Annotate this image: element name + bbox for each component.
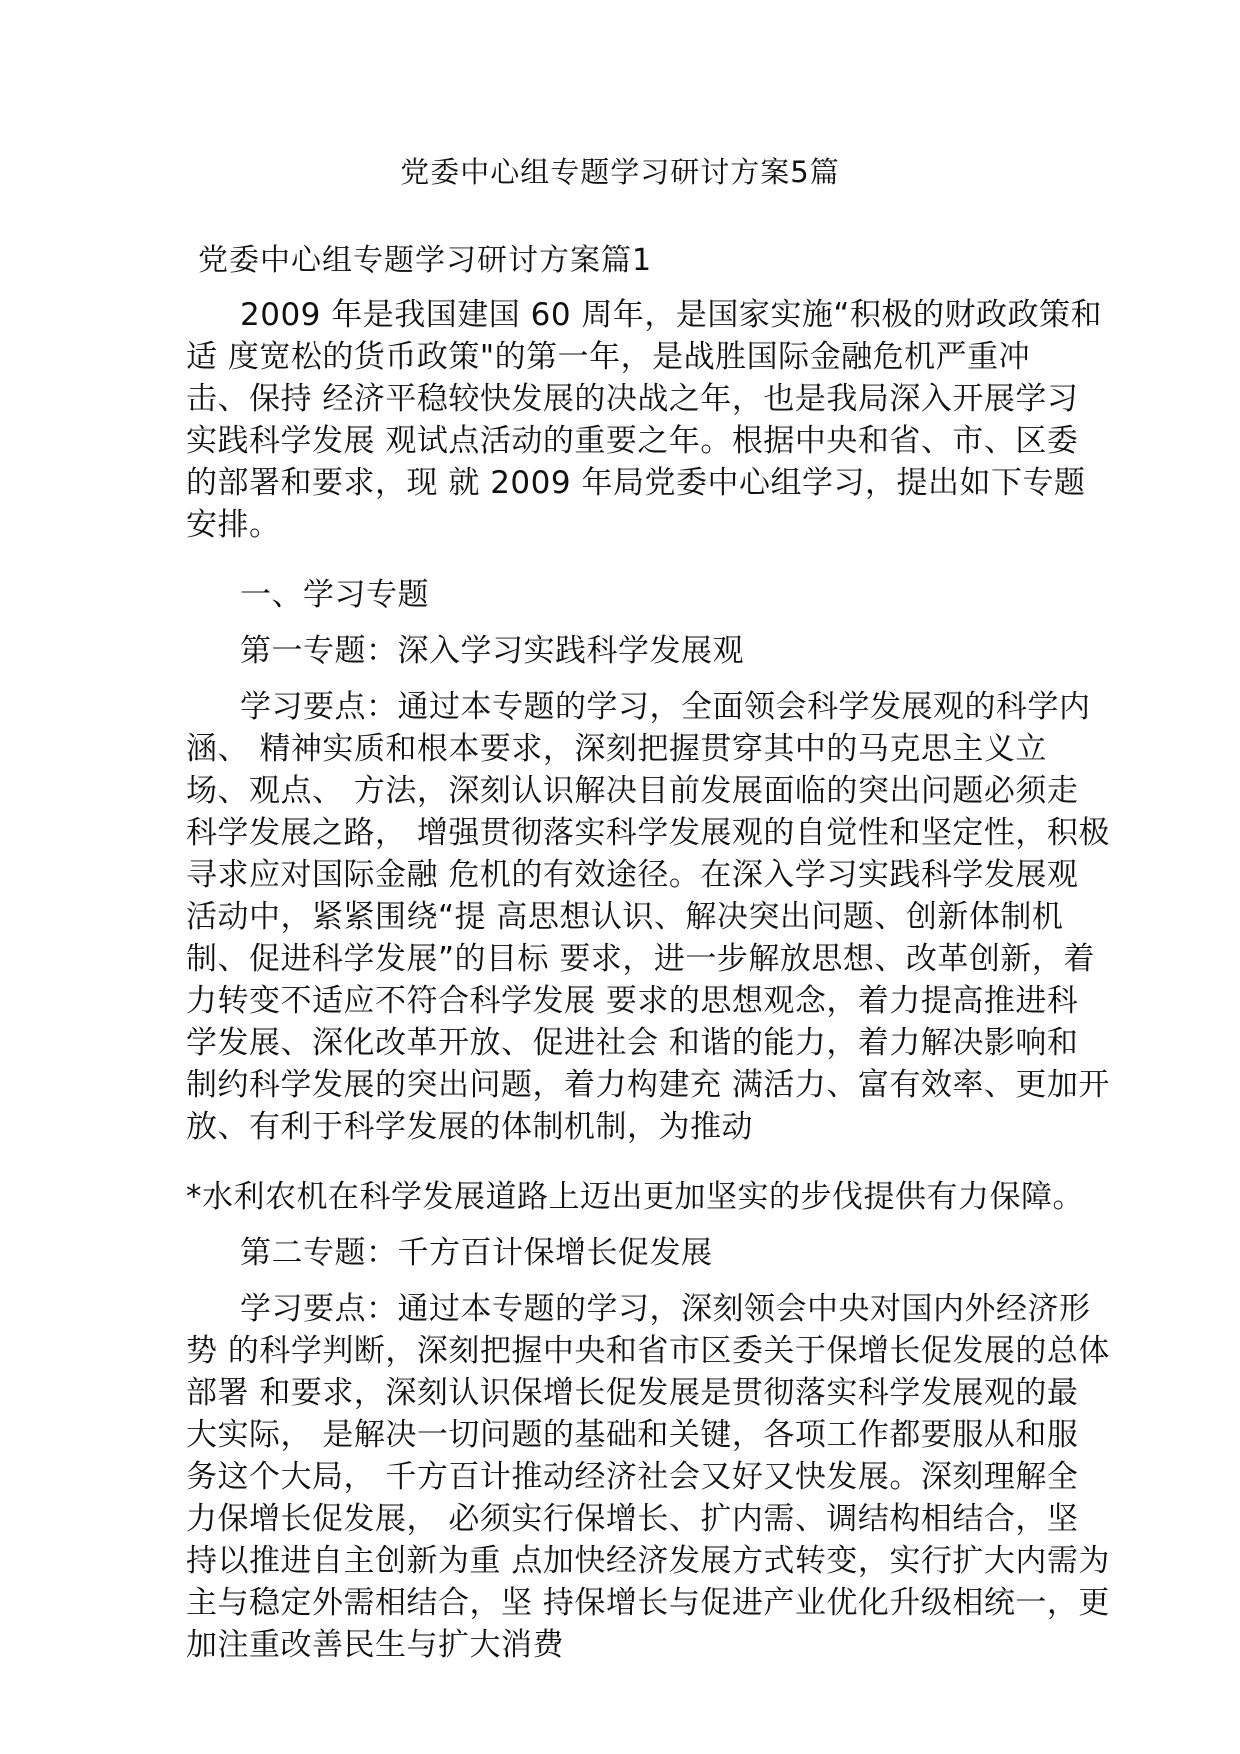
paragraph-line: 学习要点：通过本专题的学习，全面领会科学发展观的科学内 (240, 689, 1091, 725)
paragraph-line: 主与稳定外需相结合，坚 持保增长与促进产业优化升级相统一，更 (186, 1585, 1110, 1621)
paragraph-line: 持以推进自主创新为重 点加快经济发展方式转变，实行扩大内需为 (186, 1543, 1110, 1579)
subheading-study-topics: 一、学习专题 (240, 577, 429, 613)
paragraph-line: 场、观点、 方法，深刻认识解决目前发展面临的突出问题必须走 (186, 773, 1079, 809)
paragraph-line: 力转变不适应不符合科学发展 要求的思想观念，着力提高推进科 (186, 983, 1079, 1019)
paragraph-line: 务这个大局， 千方百计推动经济社会又好又快发展。深刻理解全 (186, 1459, 1079, 1495)
paragraph-line: 部署 和要求，深刻认识保增长促发展是贯彻落实科学发展观的最 (186, 1375, 1079, 1411)
paragraph-line: 涵、 精神实质和根本要求，深刻把握贯穿其中的马克思主义立 (186, 731, 1047, 767)
paragraph-line: 寻求应对国际金融 危机的有效途径。在深入学习实践科学发展观 (186, 857, 1079, 893)
paragraph-line: 学习要点：通过本专题的学习，深刻领会中央对国内外经济形 (240, 1291, 1091, 1327)
paragraph-line: 适 度宽松的货币政策"的第一年，是战胜国际金融危机严重冲 (186, 339, 1031, 375)
paragraph-line: 活动中，紧紧围绕“提 高思想认识、解决突出问题、创新体制机 (186, 899, 1064, 935)
paragraph-line: 学发展、深化改革开放、促进社会 和谐的能力，着力解决影响和 (186, 1025, 1079, 1061)
paragraph-line: 实践科学发展 观试点活动的重要之年。根据中央和省、市、区委 (186, 423, 1079, 459)
paragraph-line: 击、保持 经济平稳较快发展的决战之年，也是我局深入开展学习 (186, 381, 1079, 417)
paragraph-line: 加注重改善民生与扩大消费 (186, 1627, 564, 1663)
paragraph-line: 制约科学发展的突出问题，着力构建充 满活力、富有效率、更加开 (186, 1067, 1110, 1103)
topic-heading-1: 第一专题：深入学习实践科学发展观 (240, 633, 744, 669)
paragraph-line: 放、有利于科学发展的体制机制，为推动 (186, 1109, 753, 1145)
paragraph-line: 2009 年是我国建国 60 周年，是国家实施“积极的财政政策和 (240, 297, 1102, 333)
document-title: 党委中心组专题学习研讨方案5篇 (400, 155, 840, 189)
paragraph-line: 力保增长促发展， 必须实行保增长、扩内需、调结构相结合，坚 (186, 1501, 1079, 1537)
section-heading: 党委中心组专题学习研讨方案篇1 (198, 243, 653, 278)
paragraph-line: 大实际， 是解决一切问题的基础和关键，各项工作都要服从和服 (186, 1417, 1079, 1453)
paragraph-line: 制、促进科学发展”的目标 要求，进一步解放思想、改革创新，着 (186, 941, 1095, 977)
paragraph-line: 安排。 (186, 507, 281, 543)
paragraph-line: 科学发展之路， 增强贯彻落实科学发展观的自觉性和坚定性，积极 (186, 815, 1110, 851)
paragraph-line: *水利农机在科学发展道路上迈出更加坚实的步伐提供有力保障。 (186, 1179, 1084, 1215)
topic-heading-2: 第二专题：千方百计保增长促发展 (240, 1235, 713, 1271)
paragraph-line: 势 的科学判断，深刻把握中央和省市区委关于保增长促发展的总体 (186, 1333, 1110, 1369)
paragraph-line: 的部署和要求，现 就 2009 年局党委中心组学习，提出如下专题 (186, 465, 1086, 501)
